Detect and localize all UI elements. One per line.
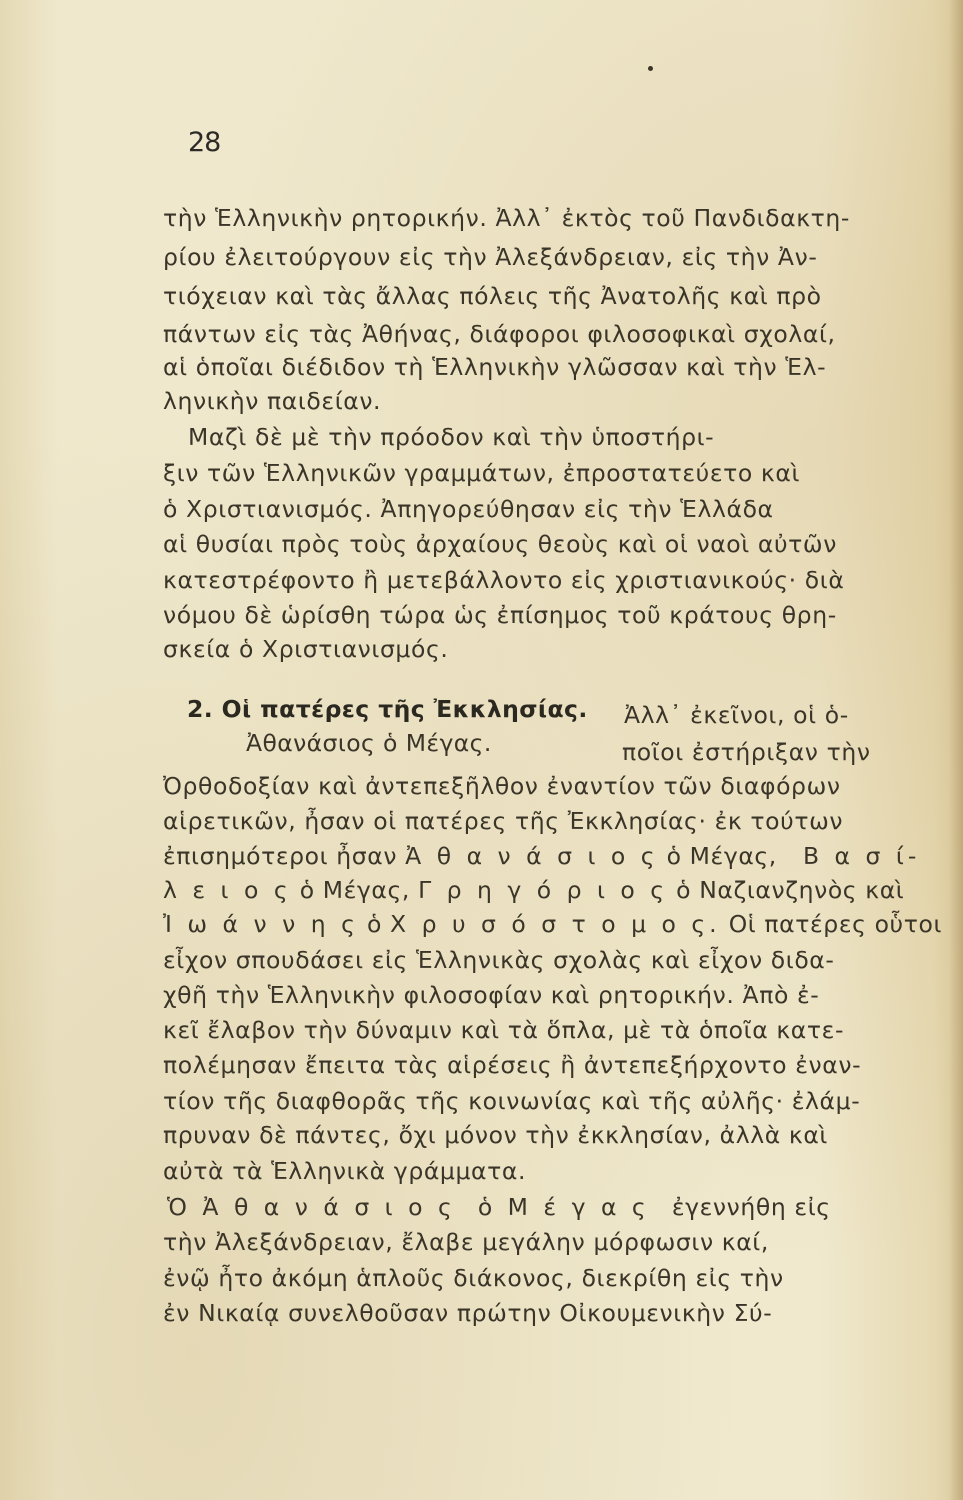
section-2-line (163, 841, 920, 871)
text-segment: ὁ Ναζιανζηνὸς καὶ (676, 876, 905, 904)
paragraph-2-line: Μαζὶ δὲ μὲ τὴν πρόοδον καὶ τὴν ὑποστήρι- (188, 423, 715, 451)
name-chrysostomos: Χ ρ υ σ ό σ τ ο μ ο ς. (390, 910, 721, 938)
paragraph-2-line: σκεία ὁ Χριστιανισμός. (163, 635, 449, 663)
ink-dot (648, 66, 653, 71)
paragraph-1-line: τιόχειαν καὶ τὰς ἄλλας πόλεις τῆς Ἀνατολῆς καὶ πρὸ (163, 282, 822, 310)
paragraph-1-line: πάντων εἰς τὰς Ἀθήνας, διάφοροι φιλοσοφικαὶ σχολαί, (163, 320, 836, 348)
text-segment: ἐπισημότεροι ἦσαν (163, 842, 398, 870)
section-2-line: χθῆ τὴν Ἑλληνικὴν φιλοσοφίαν καὶ ρητορικήν. Ἀπὸ ἐ- (163, 981, 820, 1009)
paragraph-1-line: ρίου ἐλειτούργουν εἰς τὴν Ἀλεξάνδρειαν, εἰς τὴν Ἀν- (163, 243, 818, 271)
section-heading-continuation: Ἀλλ᾽ ἐκεῖνοι, οἱ ὁ- (624, 701, 849, 729)
section-subheading-continuation: ποῖοι ἐστήριξαν τὴν (622, 738, 871, 766)
text-segment: Οἱ πατέρες οὗτοι (728, 910, 943, 938)
paragraph-2-line: αἱ θυσίαι πρὸς τοὺς ἀρχαίους θεοὺς καὶ οἱ ναοὶ αὐτῶν (163, 530, 837, 558)
text-segment: ὁ Μέγας, (299, 876, 410, 904)
section-2-line: πρυναν δὲ πάντες, ὄχι μόνον τὴν ἐκκλησίαν, ἀλλὰ καὶ (163, 1121, 828, 1149)
name-vasileios-end: λ ε ι ο ς (163, 876, 292, 904)
section-subheading: Ἀθανάσιος ὁ Μέγας. (246, 729, 492, 757)
name-athanasios: Ἀ θ α ν ά σ ι ο ς (405, 842, 659, 870)
text-segment: ὁ (366, 910, 382, 938)
name-o-megas: ὁ Μ έ γ α ς (477, 1193, 650, 1221)
paragraph-4-line: ἐνῷ ἦτο ἀκόμη ἁπλοῦς διάκονος, διεκρίθη εἰς τὴν (163, 1264, 784, 1292)
name-ioannis: Ἰ ω ά ν ν η ς (163, 910, 359, 938)
section-2-line (163, 875, 904, 905)
paragraph-1-line: τὴν Ἑλληνικὴν ρητορικήν. Ἀλλ᾽ ἐκτὸς τοῦ Πανδιδακτη- (163, 204, 850, 232)
section-2-line: Ὀρθοδοξίαν καὶ ἀντεπεξῆλθον ἐναντίον τῶν διαφόρων (163, 772, 841, 800)
paragraph-2-line: νόμου δὲ ὡρίσθη τώρα ὡς ἐπίσημος τοῦ κράτους θρη- (163, 601, 837, 629)
name-o-athanasios: Ὁ Ἀ θ α ν ά σ ι ο ς (167, 1193, 456, 1221)
paragraph-1-line: αἱ ὁποῖαι διέδιδον τὴ Ἑλληνικὴν γλῶσσαν καὶ τὴν Ἑλ- (163, 353, 827, 381)
text-segment: ὁ Μέγας, (666, 842, 777, 870)
text-segment: ἐγεννήθη εἰς (671, 1193, 831, 1221)
section-2-line: αὐτὰ τὰ Ἑλληνικὰ γράμματα. (163, 1157, 527, 1185)
paragraph-4-line (167, 1192, 831, 1222)
section-2-line: κεῖ ἔλαβον τὴν δύναμιν καὶ τὰ ὅπλα, μὲ τὰ ὁποῖα κατε- (163, 1016, 845, 1044)
paragraph-1-line: ληνικὴν παιδείαν. (163, 387, 382, 415)
section-2-line: τίον τῆς διαφθορᾶς τῆς κοινωνίας καὶ τῆς αὐλῆς· ἐλάμ- (163, 1087, 861, 1115)
paragraph-2-line: κατεστρέφοντο ἢ μετεβάλλοντο εἰς χριστιανικούς· διὰ (163, 566, 845, 594)
section-2-line: αἱρετικῶν, ἦσαν οἱ πατέρες τῆς Ἐκκλησίας· ἐκ τούτων (163, 807, 844, 835)
section-2-line: πολέμησαν ἔπειτα τὰς αἱρέσεις ἢ ἀντεπεξήρχοντο ἐναν- (163, 1051, 862, 1079)
section-heading: 2. Οἱ πατέρες τῆς Ἐκκλησίας. (187, 695, 588, 723)
paragraph-4-line: ἐν Νικαίᾳ συνελθοῦσαν πρώτην Οἰκουμενικὴν Σύ- (163, 1299, 773, 1327)
page-edge-shadow (949, 0, 963, 1500)
page-number: 28 (188, 127, 221, 158)
section-2-line (163, 909, 942, 939)
name-vasileios-part: Β α σ ί- (802, 842, 921, 870)
name-grigorios: Γ ρ η γ ό ρ ι ο ς (418, 876, 669, 904)
section-2-line: εἶχον σπουδάσει εἰς Ἑλληνικὰς σχολὰς καὶ εἶχον διδα- (163, 946, 835, 974)
paragraph-2-line: ξιν τῶν Ἑλληνικῶν γραμμάτων, ἐπροστατεύετο καὶ (163, 459, 801, 487)
paragraph-4-line: τὴν Ἀλεξάνδρειαν, ἔλαβε μεγάλην μόρφωσιν καί, (163, 1228, 769, 1256)
paragraph-2-line: ὁ Χριστιανισμός. Ἀπηγορεύθησαν εἰς τὴν Ἑλλάδα (163, 495, 774, 523)
